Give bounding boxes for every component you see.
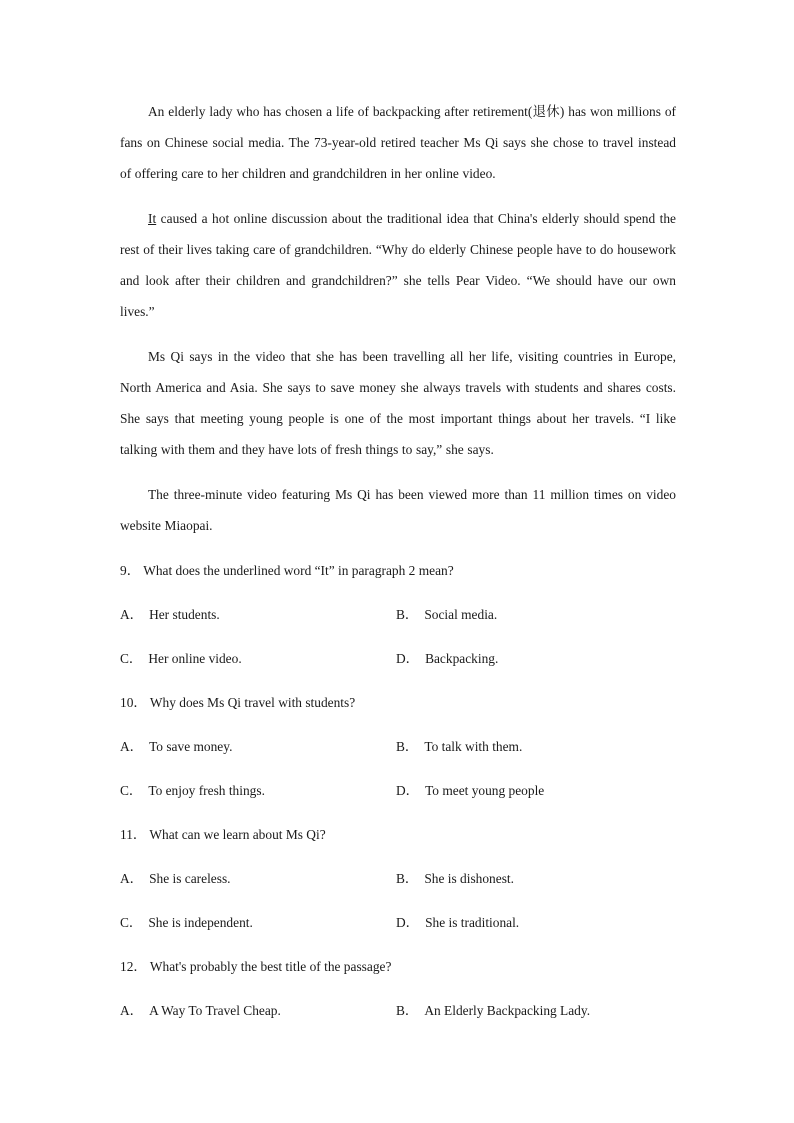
- underlined-word: It: [148, 211, 157, 226]
- option-b[interactable]: B． An Elderly Backpacking Lady.: [396, 1003, 591, 1018]
- paragraph-4: The three-minute video featuring Ms Qi has been viewed more than 11 million times on video website Miaopai.: [120, 487, 676, 533]
- option-c[interactable]: C． To enjoy fresh things.: [120, 783, 265, 798]
- option-a[interactable]: A． She is careless.: [120, 871, 231, 886]
- option-b[interactable]: B． She is dishonest.: [396, 871, 514, 886]
- option-c[interactable]: C． She is independent.: [120, 915, 253, 930]
- paragraph-2-text: caused a hot online discussion about the traditional idea that China's elderly should spend the rest of their lives taking care of grandchildren. “Why do elderly Chinese people have to do housework and look after their children and grandchildren?” she tells Pear Video. “We should have our own lives.”: [120, 211, 676, 319]
- question-11-options-row-2: [120, 907, 676, 938]
- question-10-options-row-2: [120, 775, 676, 806]
- paragraph-2: [120, 203, 676, 327]
- option-d[interactable]: D． She is traditional.: [396, 915, 520, 930]
- paragraph-3: Ms Qi says in the video that she has been travelling all her life, visiting countries in Europe, North America and Asia. She says to save money she always travels with students and shares costs. She says that meeting young people is one of the most important things about her travels. “I like talking with them and they have lots of fresh things to say,” she says.: [120, 349, 676, 457]
- option-c[interactable]: C． Her online video.: [120, 651, 242, 666]
- paragraph-1: An elderly lady who has chosen a life of backpacking after retirement(退休) has won millions of fans on Chinese social media. The 73-year-old retired teacher Ms Qi says she chose to travel instead of offering care to her children and grandchildren in her online video.: [120, 104, 676, 181]
- question-9-options-row-2: [120, 643, 676, 674]
- option-b[interactable]: B． To talk with them.: [396, 739, 523, 754]
- document-page: [120, 96, 676, 1039]
- option-a[interactable]: A． A Way To Travel Cheap.: [120, 1003, 281, 1018]
- option-b[interactable]: B． Social media.: [396, 607, 498, 622]
- question-10-options-row-1: [120, 731, 676, 762]
- question-12-options-row-1: [120, 995, 676, 1026]
- option-d[interactable]: D． Backpacking.: [396, 651, 499, 666]
- question-11-options-row-1: [120, 863, 676, 894]
- question-11-stem: 11． What can we learn about Ms Qi?: [120, 827, 326, 842]
- option-a[interactable]: A． To save money.: [120, 739, 233, 754]
- question-10-stem: 10． Why does Ms Qi travel with students?: [120, 695, 356, 710]
- question-9-stem: 9． What does the underlined word “It” in paragraph 2 mean?: [120, 563, 454, 578]
- question-12-stem: 12． What's probably the best title of the passage?: [120, 959, 392, 974]
- question-9-options-row-1: [120, 599, 676, 630]
- option-d[interactable]: D． To meet young people: [396, 783, 545, 798]
- option-a[interactable]: A． Her students.: [120, 607, 220, 622]
